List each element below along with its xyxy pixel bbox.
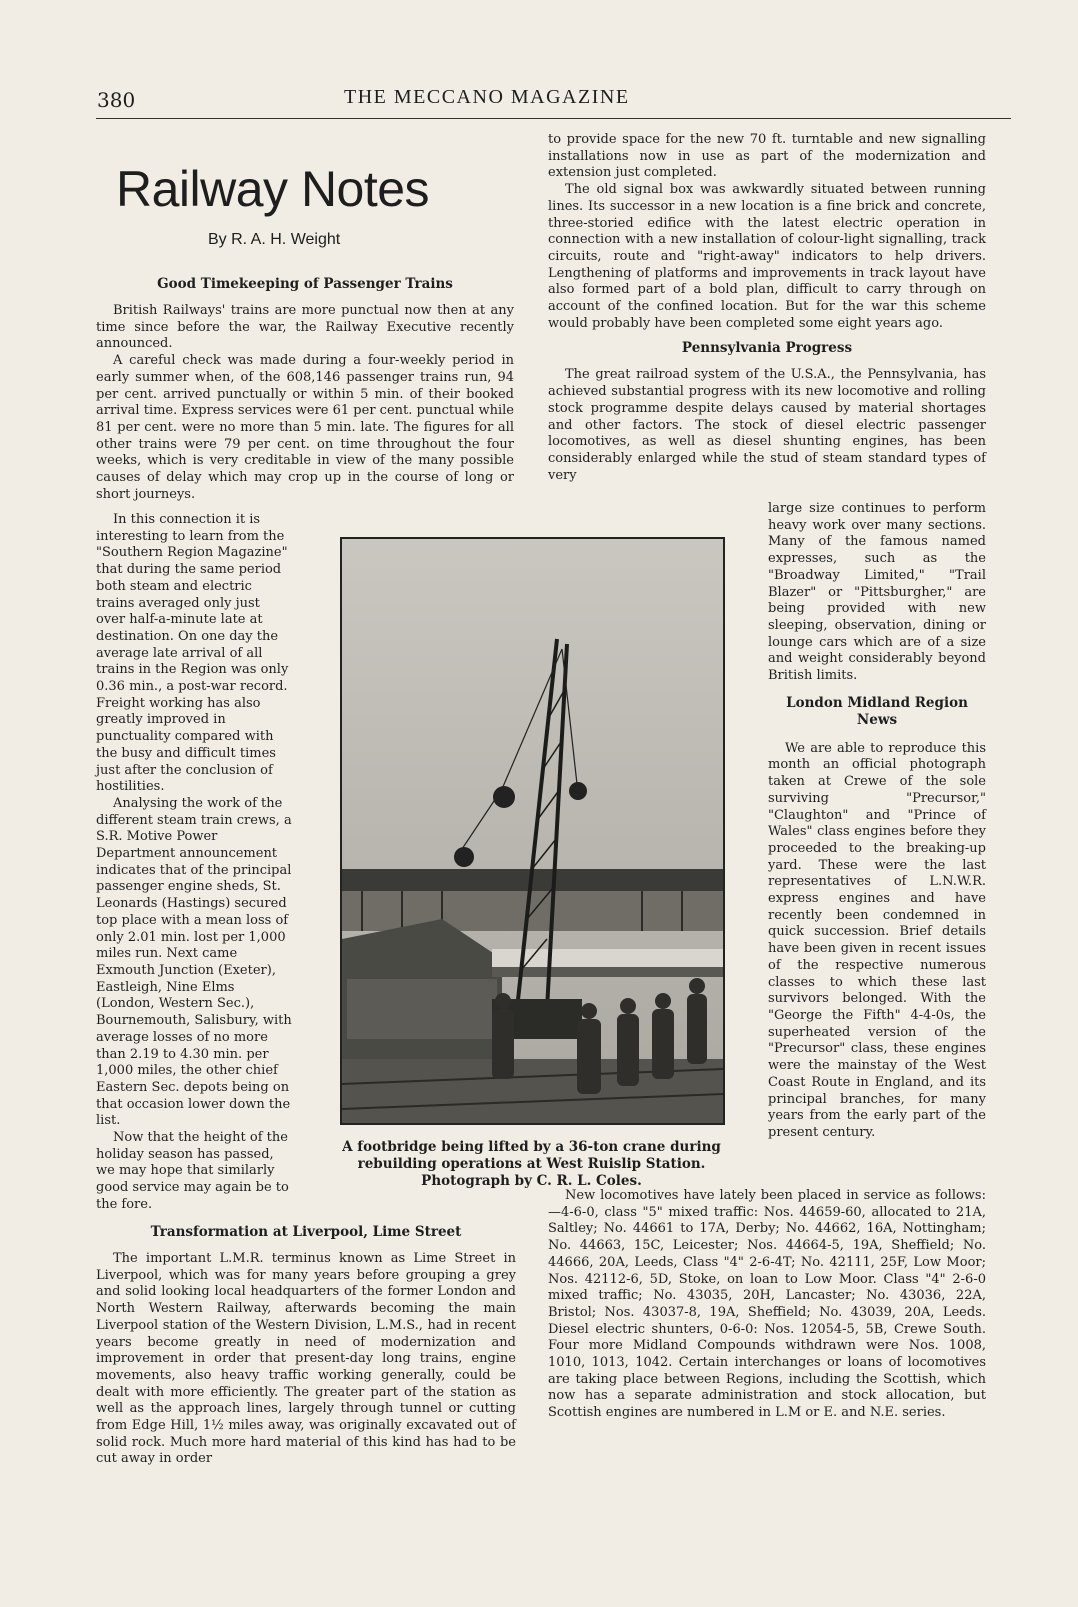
paragraph: A careful check was made during a four-weekly period in early summer when, of the 608,146 passenger trains run, 94 per cent. arrived punctually or within 5 min. of their booked arrival time. Express services were 61 per cent. punctual while 81 per cent. were no more than 5 min. late. The figures for all other trains were 79 per cent. on time throughout the four weeks, which is very creditable in view of the many possible causes of delay which may crop up in the course of long or short journeys. — [96, 353, 514, 502]
page-number: 380 — [97, 88, 136, 112]
section-heading-pennsylvania: Pennsylvania Progress — [681, 340, 853, 357]
paragraph: Analysing the work of the different steam train crews, a S.R. Motive Power Department announcement indicates that of the principal passenger engine sheds, St. Leonards (Hastings) secured top place with a mean loss of only 2.01 min. lost per 1,000 miles run. Next came Exmouth Junction (Exeter), Eastleigh, Nine Elms (London, Western Sec.), Bournemouth, Salisbury, with average losses of no more than 2.19 to 4.30 min. per 1,000 miles, the other chief Eastern Sec. depots being on that occasion lower down the list. — [96, 795, 292, 1129]
paragraph: The great railroad system of the U.S.A., the Pennsylvania, has achieved substantial progress with its new locomotive and rolling stock programme despite delays caused by material shortages and other factors. The stock of diesel electric passenger locomotives, as well as diesel shunting engines, has been considerably enlarged while the stud of steam standard types of very — [548, 367, 986, 483]
left-column-narrow — [96, 512, 293, 1214]
byline: By R. A. H. Weight — [208, 231, 341, 248]
section-heading-liverpool: Transformation at Liverpool, Lime Street — [150, 1224, 462, 1240]
crane-photo-illustration — [342, 539, 723, 1123]
left-column-bottom — [96, 1206, 516, 1468]
crane-photograph — [340, 537, 725, 1125]
right-column-narrow — [768, 501, 986, 1142]
right-column-top — [548, 132, 986, 484]
paragraph: We are able to reproduce this month an official photograph taken at Crewe of the sole surviving "Precursor," "Claughton" and "Prince of Wales" class engines before they proceeded to the breaking-up yard. These were the last representatives of L.N.W.R. express engines and have recently been condemned in quick succession. Brief details have been given in recent issues of the respective numerous classes to which these last survivors belonged. With the "George the Fifth" 4-4-0s, the superheated version of the "Precursor" class, these engines were the mainstay of the West Coast Route in England, and its principal branches, for many years from the early part of the present century. — [768, 740, 986, 1140]
photo-caption: A footbridge being lifted by a 36-ton crane during rebuilding operations at West Ruislip Station. Photograph by C. R. L. Coles. — [342, 1139, 721, 1189]
magazine-title: THE MECCANO MAGAZINE — [344, 86, 630, 108]
paragraph: large size continues to perform heavy work over many sections. Many of the famous named expresses, such as the "Broadway Limited," "Trail Blazer" or "Pittsburgher," are being provided with new sleeping, observation, dining or lounge cars which are of a size and weight considerably beyond British limits. — [768, 501, 986, 684]
left-column-top — [96, 276, 514, 503]
right-column-bottom — [548, 1188, 986, 1422]
section-heading-lmr: London Midland Region News — [786, 694, 968, 728]
paragraph: The old signal box was awkwardly situated between running lines. Its successor in a new location is a fine brick and concrete, three-storied edifice with the latest electric operation in connection with a new installation of colour-light signalling, track circuits, route and "right-away" indicators to help drivers. Lengthening of platforms and improvements in track layout have also formed part of a bold plan, difficult to carry through on account of the confined location. But for the war this scheme would probably have been completed some eight years ago. — [548, 182, 986, 331]
paragraph: to provide space for the new 70 ft. turntable and new signalling installations now in use as part of the modernization and extension just completed. — [548, 132, 986, 181]
article-title: Railway Notes — [116, 161, 430, 217]
paragraph: New locomotives have lately been placed in service as follows:—4-6-0, class "5" mixed traffic: Nos. 44659-60, allocated to 21A, Saltley; No. 44661 to 17A, Derby; No. 44662, 16A, Nottingham; No. 44663, 15C, Leicester; Nos. 44664-5, 19A, Sheffield; No. 44666, 20A, Leeds, Class "4" 2-6-4T; No. 42111, 25F, Low Moor; Nos. 42112-6, 5D, Stoke, on loan to Low Moor. Class "4" 2-6-0 mixed traffic; No. 43035, 20H, Lancaster; No. 43036, 22A, Bristol; Nos. 43037-8, 19A, Sheffield; No. 43039, 20A, Leeds. Diesel electric shunters, 0-6-0: Nos. 12054-5, 5B, Crewe South. Four more Midland Compounds withdrawn were Nos. 1008, 1010, 1013, 1042. Certain interchanges or loans of locomotives are taking place between Regions, including the Scottish, which now has a separate administration and stock allocation, but Scottish engines are numbered in L.M or E. and N.E. series. — [548, 1188, 986, 1421]
paragraph: In this connection it is interesting to learn from the "Southern Region Magazine" that during the same period both steam and electric trains averaged only just over half-a-minute late at destination. On one day the average late arrival of all trains in the Region was only 0.36 min., a post-war record. Freight working has also greatly improved in punctuality compared with the busy and difficult times just after the conclusion of hostilities. — [96, 512, 289, 795]
paragraph: British Railways' trains are more punctual now then at any time since before the war, the Railway Executive recently announced. — [96, 303, 514, 352]
section-heading-timekeeping: Good Timekeeping of Passenger Trains — [157, 276, 453, 292]
header-rule — [96, 118, 1011, 119]
paragraph: Now that the height of the holiday season has passed, we may hope that similarly good service may again be to the fore. — [96, 1130, 289, 1212]
paragraph: The important L.M.R. terminus known as Lime Street in Liverpool, which was for many years before grouping a grey and solid looking local headquarters of the former London and North Western Railway, afterwards becoming the main Liverpool station of the Western Division, L.M.S., had in recent years become greatly in need of modernization and improvement in order that present-day long trains, engine movements, also heavy traffic working generally, could be dealt with more efficiently. The greater part of the station as well as the approach lines, largely through tunnel or cutting from Edge Hill, 1½ miles away, was originally excavated out of solid rock. Much more hard material of this kind has had to be cut away in order — [96, 1251, 516, 1467]
